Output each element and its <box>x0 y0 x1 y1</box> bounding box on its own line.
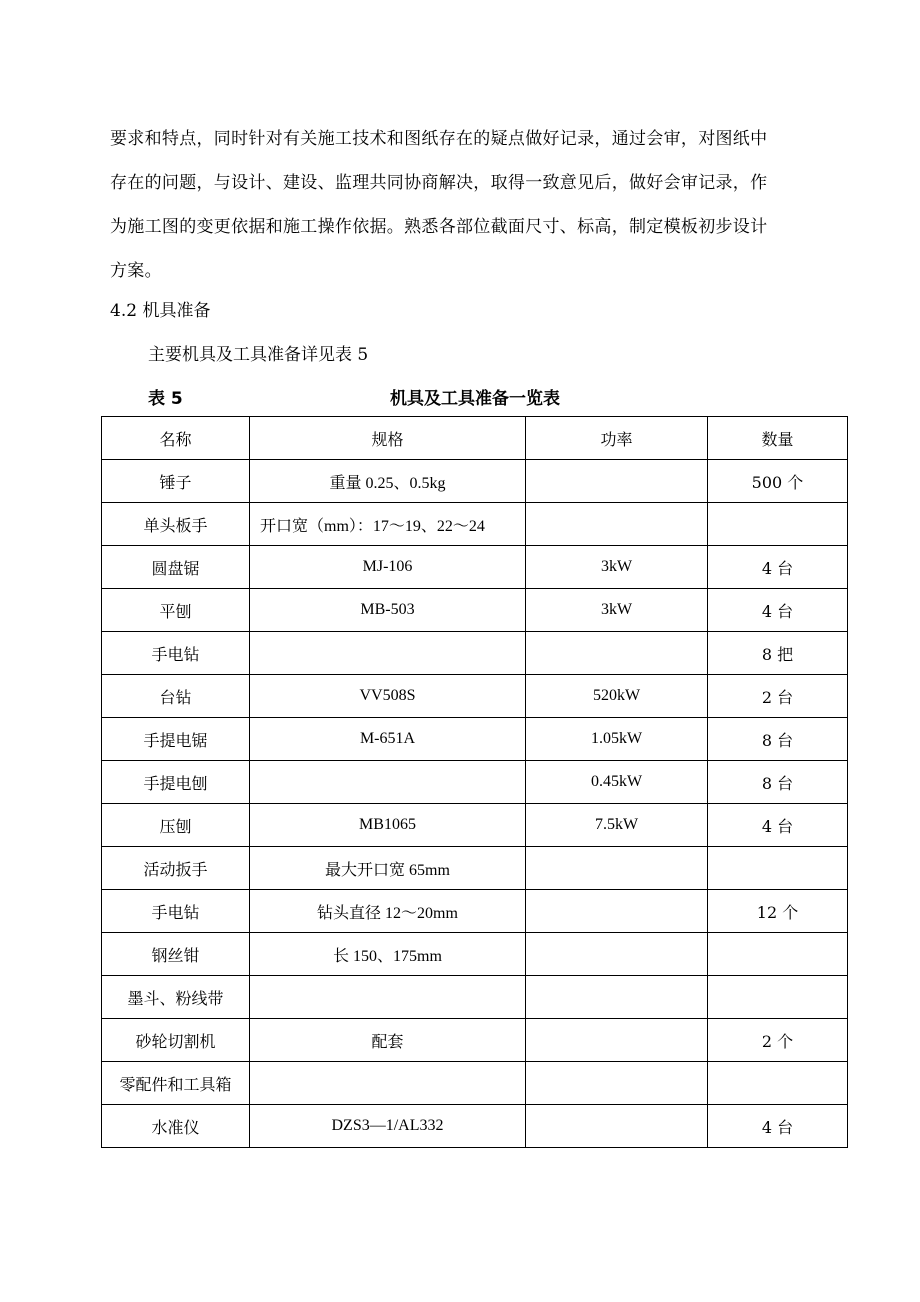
body-paragraph <box>110 117 814 293</box>
cell-spec: 开口宽（mm）：17～19、22～24 <box>250 503 526 546</box>
cell-spec: DZS3—1/AL332 <box>250 1105 526 1148</box>
table-header-row <box>102 417 848 460</box>
cell-power <box>526 933 708 976</box>
table-row <box>102 976 848 1019</box>
paragraph-line: 为施工图的变更依据和施工操作依据。熟悉各部位截面尺寸、标高，制定模板初步设计 <box>110 217 768 237</box>
cell-power: 7.5kW <box>526 804 708 847</box>
cell-spec: MB-503 <box>250 589 526 632</box>
cell-spec <box>250 976 526 1019</box>
cell-power <box>526 1062 708 1105</box>
cell-name: 手电钻 <box>102 890 250 933</box>
cell-spec <box>250 761 526 804</box>
cell-quantity: 12 个 <box>708 890 848 933</box>
cell-power: 0.45kW <box>526 761 708 804</box>
cell-quantity: 2 台 <box>708 675 848 718</box>
cell-power <box>526 1105 708 1148</box>
cell-quantity: 4 台 <box>708 804 848 847</box>
header-power: 功率 <box>526 417 708 460</box>
cell-quantity: 8 台 <box>708 761 848 804</box>
section-intro: 主要机具及工具准备详见表 5 <box>148 345 369 365</box>
header-name: 名称 <box>102 417 250 460</box>
cell-spec: MB1065 <box>250 804 526 847</box>
table-row <box>102 761 848 804</box>
cell-quantity <box>708 933 848 976</box>
table-row <box>102 1019 848 1062</box>
cell-quantity: 8 台 <box>708 718 848 761</box>
cell-quantity: 4 台 <box>708 1105 848 1148</box>
table-title: 机具及工具准备一览表 <box>390 389 560 409</box>
cell-power <box>526 847 708 890</box>
cell-name: 钢丝钳 <box>102 933 250 976</box>
cell-name: 台钻 <box>102 675 250 718</box>
cell-power <box>526 890 708 933</box>
table-row <box>102 1105 848 1148</box>
table-row <box>102 675 848 718</box>
cell-spec <box>250 632 526 675</box>
cell-name: 水准仪 <box>102 1105 250 1148</box>
cell-name: 锤子 <box>102 460 250 503</box>
cell-spec: 重量 0.25、0.5kg <box>250 460 526 503</box>
cell-spec: 钻头直径 12～20mm <box>250 890 526 933</box>
cell-name: 活动扳手 <box>102 847 250 890</box>
cell-name: 压刨 <box>102 804 250 847</box>
table-row <box>102 1062 848 1105</box>
table-body <box>102 460 848 1148</box>
table-row <box>102 847 848 890</box>
table-row <box>102 718 848 761</box>
section-heading: 4.2 机具准备 <box>110 301 211 321</box>
cell-name: 手提电刨 <box>102 761 250 804</box>
cell-quantity: 4 台 <box>708 546 848 589</box>
cell-spec: MJ-106 <box>250 546 526 589</box>
paragraph-line: 方案。 <box>110 261 162 281</box>
paragraph-line: 要求和特点，同时针对有关施工技术和图纸存在的疑点做好记录，通过会审，对图纸中 <box>110 129 768 149</box>
table-row <box>102 632 848 675</box>
table-row <box>102 890 848 933</box>
table-row <box>102 503 848 546</box>
table-row <box>102 804 848 847</box>
cell-power <box>526 1019 708 1062</box>
table-row <box>102 589 848 632</box>
cell-quantity: 2 个 <box>708 1019 848 1062</box>
cell-quantity: 8 把 <box>708 632 848 675</box>
cell-name: 单头板手 <box>102 503 250 546</box>
cell-power <box>526 976 708 1019</box>
cell-spec: 配套 <box>250 1019 526 1062</box>
header-quantity: 数量 <box>708 417 848 460</box>
cell-quantity <box>708 1062 848 1105</box>
cell-quantity <box>708 847 848 890</box>
cell-quantity <box>708 976 848 1019</box>
cell-spec: VV508S <box>250 675 526 718</box>
cell-quantity: 4 台 <box>708 589 848 632</box>
cell-name: 零配件和工具箱 <box>102 1062 250 1105</box>
cell-name: 手电钻 <box>102 632 250 675</box>
paragraph-line: 存在的问题，与设计、建设、监理共同协商解决，取得一致意见后，做好会审记录，作 <box>110 173 768 193</box>
header-spec: 规格 <box>250 417 526 460</box>
cell-spec <box>250 1062 526 1105</box>
cell-power <box>526 503 708 546</box>
cell-name: 手提电锯 <box>102 718 250 761</box>
cell-name: 圆盘锯 <box>102 546 250 589</box>
cell-power: 520kW <box>526 675 708 718</box>
table-row <box>102 460 848 503</box>
cell-quantity <box>708 503 848 546</box>
cell-power <box>526 632 708 675</box>
cell-power: 3kW <box>526 546 708 589</box>
cell-name: 砂轮切割机 <box>102 1019 250 1062</box>
cell-spec: M-651A <box>250 718 526 761</box>
equipment-table <box>101 416 848 1148</box>
cell-name: 墨斗、粉线带 <box>102 976 250 1019</box>
table-row <box>102 933 848 976</box>
cell-power <box>526 460 708 503</box>
cell-quantity: 500 个 <box>708 460 848 503</box>
cell-power: 1.05kW <box>526 718 708 761</box>
cell-spec: 最大开口宽 65mm <box>250 847 526 890</box>
table-row <box>102 546 848 589</box>
cell-power: 3kW <box>526 589 708 632</box>
table-label: 表 5 <box>148 389 183 409</box>
cell-name: 平刨 <box>102 589 250 632</box>
cell-spec: 长 150、175mm <box>250 933 526 976</box>
